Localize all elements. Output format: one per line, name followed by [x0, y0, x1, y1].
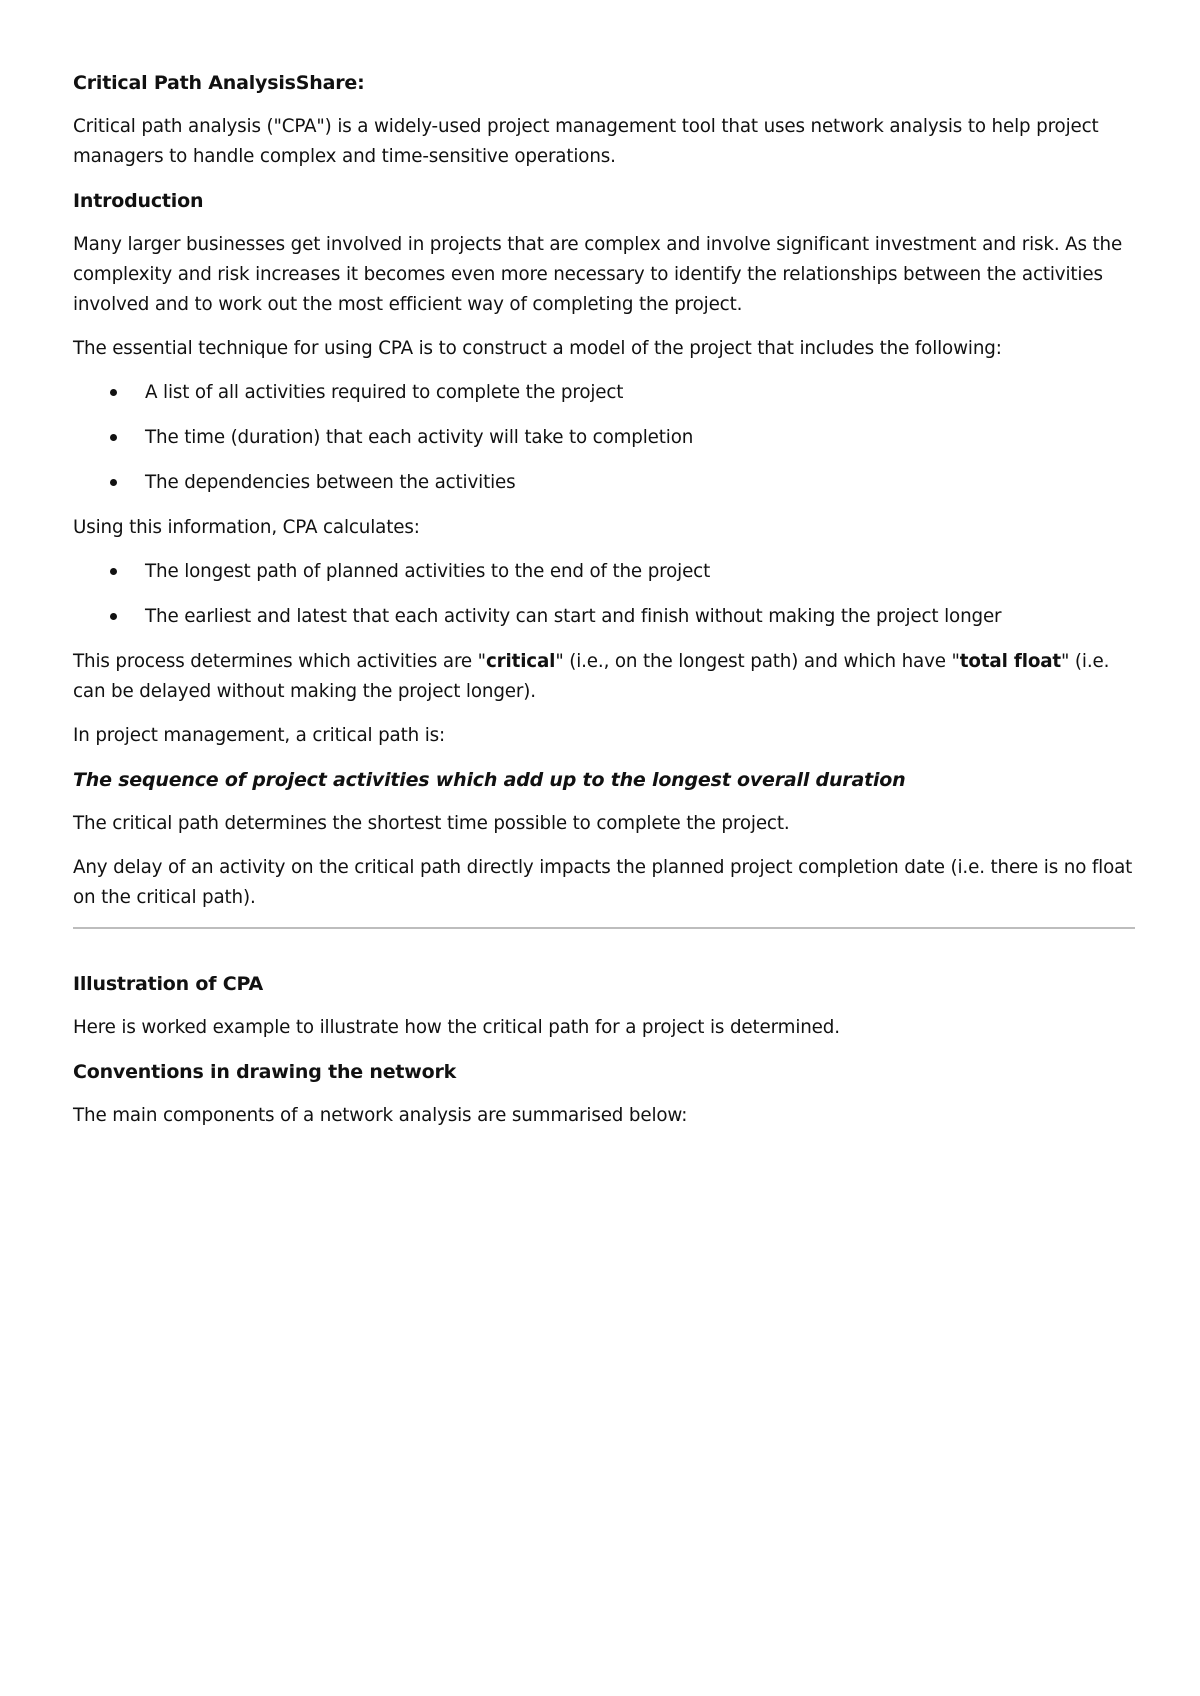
process-text-2: " (i.e., on the longest path) and which have " [555, 651, 960, 672]
list-item-text: The earliest and latest that each activity can start and finish without making the project longer [145, 606, 1002, 627]
list-item-text: The longest path of planned activities to the end of the project [145, 561, 711, 582]
section-divider [73, 927, 1135, 929]
calculates-lead: Using this information, CPA calculates: [73, 517, 420, 538]
list-item-text: The time (duration) that each activity will take to completion [145, 427, 694, 448]
total-float-term: total float [959, 651, 1062, 672]
process-paragraph [73, 647, 1135, 707]
bullet-icon [110, 434, 117, 441]
process-text-3: " (i.e. can be delayed without making the project longer). [73, 651, 1110, 702]
bullet-icon [110, 568, 117, 575]
page-title: Critical Path AnalysisShare: [73, 72, 365, 94]
introduction-paragraph-2: The essential technique for using CPA is to construct a model of the project that includes the following: [73, 338, 1002, 359]
critical-term: critical [485, 651, 556, 672]
list-item-text: A list of all activities required to complete the project [145, 382, 624, 403]
introduction-heading: Introduction [73, 190, 204, 212]
illustration-heading: Illustration of CPA [73, 973, 263, 995]
intro-paragraph: Critical path analysis ("CPA") is a widely-used project management tool that uses network analysis to help project managers to handle complex and time-sensitive operations. [73, 116, 1099, 167]
bullet-icon [110, 479, 117, 486]
document-page [73, 68, 1135, 1145]
conventions-heading: Conventions in drawing the network [73, 1061, 457, 1083]
introduction-paragraph-1: Many larger businesses get involved in projects that are complex and involve significant investment and risk. As the complexity and risk increases it becomes even more necessary to identify the relationships between the activities involved and to work out the most efficient way of completing the project. [73, 234, 1123, 315]
bullet-icon [110, 613, 117, 620]
list-item [73, 468, 1135, 498]
critical-path-definition: The sequence of project activities which add up to the longest overall duration [73, 769, 906, 791]
shortest-time-paragraph: The critical path determines the shortest time possible to complete the project. [73, 813, 790, 834]
list-item [73, 378, 1135, 408]
list-item [73, 423, 1135, 453]
list-item [73, 602, 1135, 632]
illustration-paragraph: Here is worked example to illustrate how the critical path for a project is determined. [73, 1017, 840, 1038]
list-item-text: The dependencies between the activities [145, 472, 516, 493]
list-item [73, 557, 1135, 587]
bullet-icon [110, 389, 117, 396]
definition-lead: In project management, a critical path is: [73, 725, 446, 746]
model-items-list [73, 378, 1135, 498]
conventions-paragraph: The main components of a network analysis are summarised below: [73, 1105, 688, 1126]
delay-note-paragraph: Any delay of an activity on the critical path directly impacts the planned project completion date (i.e. there is no float on the critical path). [73, 857, 1133, 908]
calc-items-list [73, 557, 1135, 632]
process-text-1: This process determines which activities are " [73, 651, 486, 672]
